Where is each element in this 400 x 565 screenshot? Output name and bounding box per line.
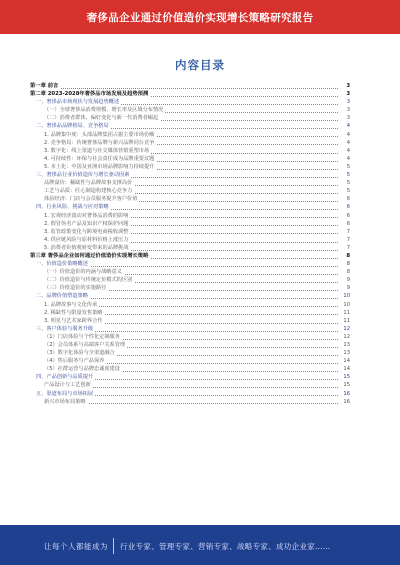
toc-entry-page: 7 (338, 228, 350, 236)
toc-entry-page: 13 (338, 341, 350, 349)
toc-entry[interactable] (30, 381, 350, 389)
page-header (0, 0, 400, 34)
toc-entry[interactable] (30, 236, 350, 244)
toc-entry-title: 3. 明星与艺术家跨界合作 (44, 317, 103, 324)
toc-entry-page: 8 (338, 252, 350, 260)
toc-entry[interactable] (30, 82, 350, 90)
toc-entry-page: 8 (338, 260, 350, 268)
toc-entry[interactable] (30, 220, 350, 228)
toc-entry[interactable] (30, 268, 350, 276)
toc-entry-title: （二）价值造价与传统定价模式的区别 (44, 277, 133, 284)
toc-entry-title: 体验经济：门店与会员服务提升客户价值 (44, 196, 138, 203)
toc-entry-title: 2. 假冒伪劣产品及知识产权保护问题 (44, 220, 129, 227)
toc-entry-page: 3 (338, 90, 350, 98)
toc-entry[interactable] (30, 155, 350, 163)
footer-slogan-left: 让每个人都能成为 (44, 542, 108, 551)
toc-entry-page: 10 (338, 301, 350, 309)
toc-entry-page: 12 (338, 333, 350, 341)
toc-entry-title: 产品设计与工艺创新 (44, 382, 91, 389)
toc-entry-page: 3 (338, 106, 350, 114)
toc-leader-dots (30, 88, 338, 89)
toc-entry-title: 新兴市场布局策略 (44, 398, 86, 405)
toc-entry[interactable] (30, 179, 350, 187)
toc-entry-page: 10 (338, 292, 350, 300)
toc-entry[interactable] (30, 187, 350, 195)
toc-entry-page: 15 (338, 381, 350, 389)
toc-entry[interactable] (30, 301, 350, 309)
toc-entry-title: （二）消费者群体、偏好变化与新一代消费者崛起 (44, 115, 159, 122)
toc-entry-page: 7 (338, 236, 350, 244)
toc-entry[interactable] (30, 171, 350, 179)
toc-entry-title: 2. 稀缺性与限量发售策略 (44, 309, 103, 316)
toc-entry[interactable] (30, 195, 350, 203)
toc-entry[interactable] (30, 260, 350, 268)
toc-entry-title: （一）价值造价的内涵与战略意义 (44, 269, 122, 276)
toc-entry-title: 二、品牌价值塑造策略 (36, 293, 88, 300)
toc-entry-page: 16 (338, 398, 350, 406)
toc-entry-page: 4 (338, 155, 350, 163)
toc-entry[interactable] (30, 317, 350, 325)
toc-entry[interactable] (30, 325, 350, 333)
toc-entry[interactable] (30, 131, 350, 139)
toc-entry[interactable] (30, 228, 350, 236)
toc-entry-title: 工艺与品质：匠心制造构建核心竞争力 (44, 188, 133, 195)
toc-entry[interactable] (30, 244, 350, 252)
toc-entry-title: 1. 品牌集中度：头部品牌集团占据主要市场份额 (44, 131, 155, 138)
toc-entry-title: 第二章 2023-2028年奢侈品市场发展及趋势预测 (30, 91, 149, 98)
report-title: 奢侈品企业通过价值造价实现增长策略研究报告 (86, 12, 314, 24)
toc-entry[interactable] (30, 203, 350, 211)
toc-entry-page: 16 (338, 390, 350, 398)
toc-entry-page: 12 (338, 325, 350, 333)
toc-entry-title: 四、行业风险、挑战与应对策略 (36, 204, 109, 211)
toc-entry-title: 一、奢侈品市场现状与发展趋势概述 (36, 99, 120, 106)
toc-entry[interactable] (30, 98, 350, 106)
toc-entry[interactable] (30, 139, 350, 147)
toc-entry[interactable] (30, 333, 350, 341)
toc-entry-title: （1）门店体验与个性化定制服务 (44, 333, 120, 340)
toc-entry-title: （三）价值造价的实施路径 (44, 285, 107, 292)
toc-entry-title: 5. 本土化：中国及亚洲市场品牌影响力持续提升 (44, 163, 155, 170)
toc-entry-page: 3 (338, 82, 350, 90)
toc-entry-page: 4 (338, 139, 350, 147)
footer-divider (113, 538, 114, 554)
toc-entry-title: 五、渠道布局与市场拓展 (36, 390, 94, 397)
toc-entry-title: 第三章 奢侈品企业如何通过价值造价实现增长策略 (30, 252, 149, 259)
toc-entry-title: 5. 消费者价值观转变带来的品牌挑战 (44, 244, 129, 251)
toc-entry-page: 4 (338, 147, 350, 155)
toc-entry-page: 14 (338, 365, 350, 373)
toc-entry-title: 4. 供应链风险与原材料价格上涨压力 (44, 236, 129, 243)
toc-entry[interactable] (30, 114, 350, 122)
toc-entry[interactable] (30, 292, 350, 300)
toc-entry[interactable] (30, 309, 350, 317)
toc-entry[interactable] (30, 106, 350, 114)
toc-entry[interactable] (30, 341, 350, 349)
toc-entry-page: 6 (338, 195, 350, 203)
toc-entry[interactable] (30, 276, 350, 284)
toc-entry-page: 5 (338, 163, 350, 171)
footer-slogan-right: 行业专家、管理专家、营销专家、战略专家、成功企业家…… (120, 542, 331, 551)
toc-entry-title: （3）数字化体验与全渠道融合 (44, 350, 115, 357)
toc-entry-page: 4 (338, 131, 350, 139)
toc-entry[interactable] (30, 349, 350, 357)
toc-entry-title: 品牌溢价：稀缺性与品牌故事支撑高价 (44, 180, 133, 187)
toc-entry-title: （一）全球奢侈品消费规模、增长率及区域分布情况 (44, 107, 164, 114)
toc-entry-title: 1. 宏观经济波动对奢侈品消费的影响 (44, 212, 129, 219)
toc-entry-page: 3 (338, 98, 350, 106)
toc-entry-page: 5 (338, 171, 350, 179)
toc-entry-page: 14 (338, 357, 350, 365)
toc-entry-title: 三、奢侈品行业价值造价与增长驱动因素 (36, 172, 130, 179)
toc-entry-page: 6 (338, 212, 350, 220)
toc-entry-page: 5 (338, 187, 350, 195)
toc-entry-title: 2. 竞争格局：传统奢侈品牌与新兴品牌同台竞争 (44, 139, 155, 146)
toc-heading: 内容目录 (175, 58, 225, 72)
toc-entry[interactable] (30, 373, 350, 381)
toc-entry-title: 3. 数字化：线上渠道与社交媒体营销重塑市场 (44, 147, 150, 154)
toc-entry[interactable] (30, 252, 350, 260)
toc-leader-dots (44, 403, 338, 404)
page-footer (0, 525, 400, 565)
toc-entry[interactable] (30, 398, 350, 406)
toc-entry-title: （4）售后服务与产品保养 (44, 358, 105, 365)
toc-entry[interactable] (30, 163, 350, 171)
toc-entry-page: 9 (338, 284, 350, 292)
toc-entry-page: 8 (338, 268, 350, 276)
toc-entry-page: 11 (338, 309, 350, 317)
toc-entry[interactable] (30, 90, 350, 98)
toc-entry-title: （2）会员体系与高端客户关系管理 (44, 342, 126, 348)
toc-entry-page: 15 (338, 373, 350, 381)
toc-entry-title: 一、价值造价策略概述 (36, 261, 88, 268)
toc-entry[interactable] (30, 147, 350, 155)
toc-entry-page: 5 (338, 179, 350, 187)
toc-entry-title: 第一章 前言 (30, 83, 59, 89)
toc-entry-title: 三、客户体验与服务升级 (36, 325, 94, 332)
toc-entry-title: 1. 品牌故事与文化传承 (44, 301, 98, 308)
toc-entry-title: 4. 可持续性：环保与社会责任成为品牌重要议题 (44, 155, 155, 162)
toc-entry-page: 11 (338, 317, 350, 325)
toc-entry-page: 6 (338, 220, 350, 228)
toc-entry[interactable] (30, 284, 350, 292)
toc-entry-page: 4 (338, 122, 350, 130)
toc-entry[interactable] (30, 122, 350, 130)
toc-entry-page: 7 (338, 244, 350, 252)
toc-entry[interactable] (30, 365, 350, 373)
toc-entry-title: 二、奢侈品品牌格局、竞争格局 (36, 123, 109, 130)
toc-entry-page: 13 (338, 349, 350, 357)
toc-entry-page: 3 (338, 114, 350, 122)
toc-entry-page: 9 (338, 276, 350, 284)
table-of-contents (30, 82, 350, 514)
toc-entry[interactable] (30, 390, 350, 398)
toc-entry-page: 6 (338, 203, 350, 211)
toc-entry-title: 3. 监管政策变化与跨境电商税收调整 (44, 228, 129, 235)
toc-entry-title: 四、产品创新与品质提升 (36, 374, 94, 381)
toc-entry[interactable] (30, 212, 350, 220)
toc-entry[interactable] (30, 357, 350, 365)
toc-entry-title: （5）社群运营与品牌忠诚度建设 (44, 366, 120, 373)
